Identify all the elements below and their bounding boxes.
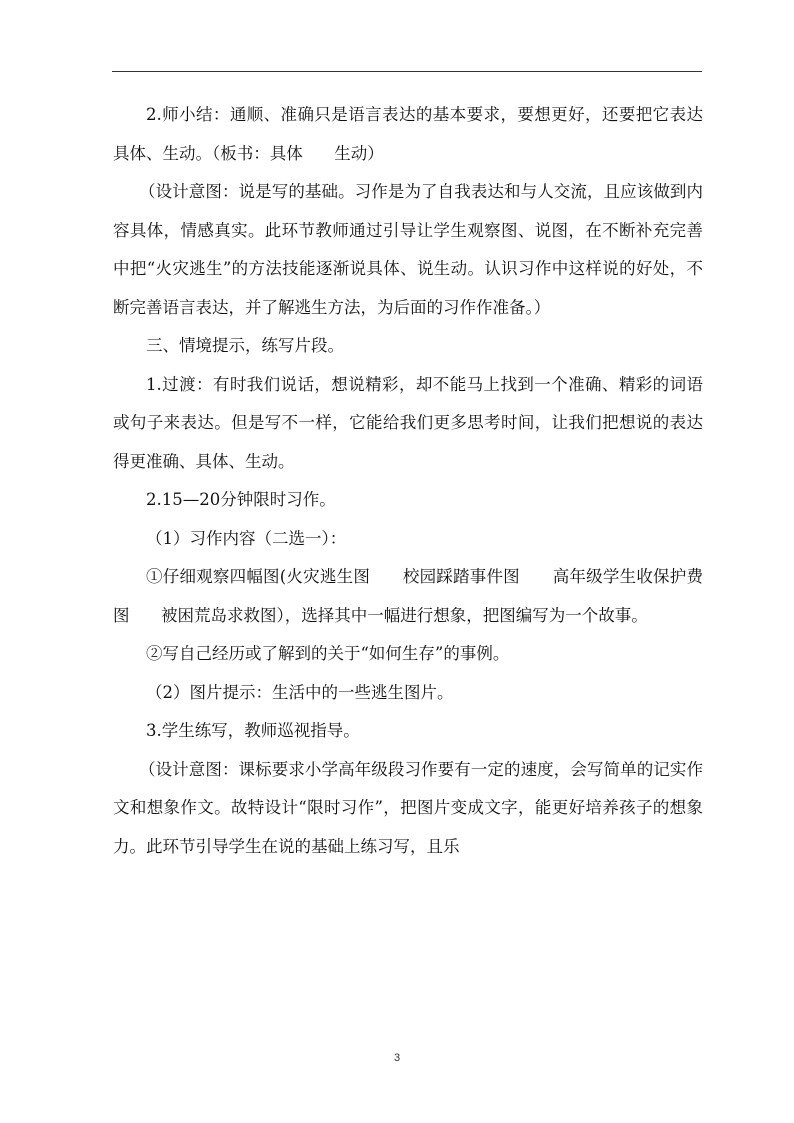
paragraph-writing-content: （1）习作内容（二选一）：: [146, 528, 347, 548]
paragraph-timed-writing: 2.15—20分钟限时习作。: [146, 490, 336, 509]
paragraph-section-three-heading: 三、情境提示，练写片段。: [146, 336, 344, 355]
page-number: 3: [393, 1052, 401, 1064]
paragraph-option-two: ②写自己经历或了解到的关于“如何生存”的事例。: [146, 644, 510, 663]
paragraph-student-practice: 3.学生练写，教师巡视指导。: [146, 721, 360, 740]
paragraph-teacher-summary: 2.师小结：通顺、准确只是语言表达的基本要求，要想更好，还要把它表达具体、生动。（板书：具体 生动）: [113, 105, 703, 163]
paragraph-design-intent-2: （设计意图：课标要求小学高年级段习作要有一定的速度，会写简单的记实作文和想象作文。故特设计“限时习作”，把图片变成文字，能更好培养孩子的想象力。此环节引导学生在说的基础上练习写，且乐: [113, 759, 703, 856]
header-rule: [112, 71, 702, 72]
paragraph-picture-hint: （2）图片提示：生活中的一些逃生图片。: [146, 682, 454, 702]
paragraph-transition: 1.过渡：有时我们说话，想说精彩，却不能马上找到一个准确、精彩的词语或句子来表达。但是写不一样，它能给我们更多思考时间，让我们把想说的表达得更准确、具体、生动。: [113, 374, 703, 471]
document-body: [113, 96, 703, 866]
paragraph-option-one: ①仔细观察四幅图(火灾逃生图 校园踩踏事件图 高年级学生收保护费图 被困荒岛求救图），选择其中一幅进行想象，把图编写为一个故事。: [113, 567, 703, 625]
paragraph-design-intent-1: （设计意图：说是写的基础。习作是为了自我表达和与人交流，且应该做到内容具体，情感真实。此环节教师通过引导让学生观察图、说图，在不断补充完善中把“火灾逃生”的方法技能逐渐说具体、说生动。认识习作中这样说的好处，不断完善语言表达，并了解逃生方法，为后面的习作作准备。）: [113, 182, 703, 317]
